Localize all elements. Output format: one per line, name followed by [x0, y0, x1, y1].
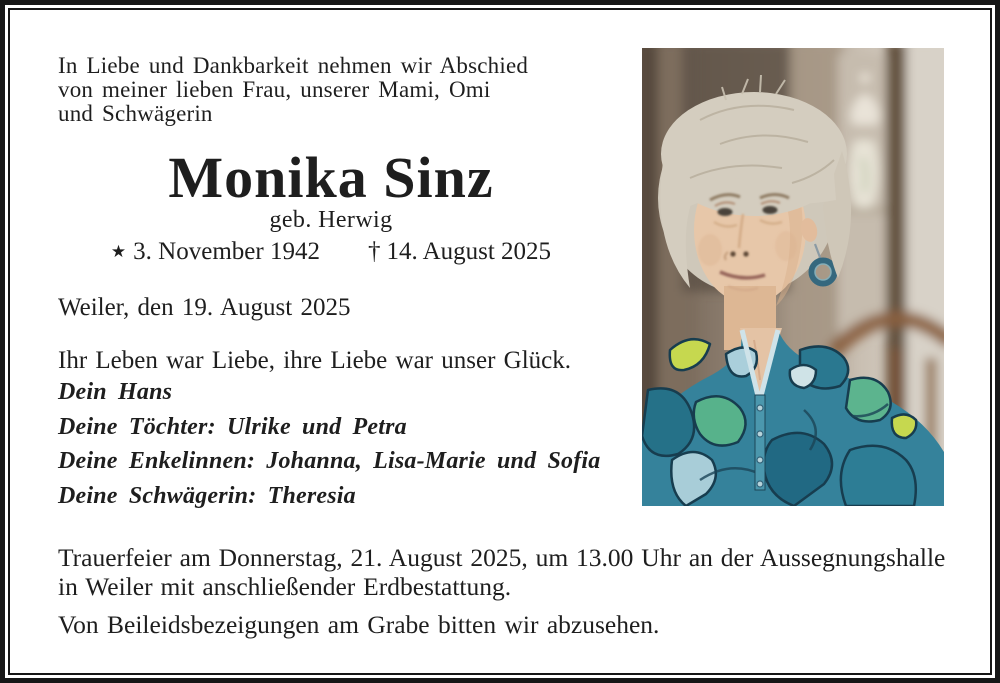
funeral-info	[58, 543, 958, 601]
funeral-info-line-1: Trauerfeier am Donnerstag, 21. August 2025, um 13.00 Uhr an der Aussegnungshalle	[58, 543, 946, 572]
portrait-photo-illustration	[642, 48, 944, 506]
condolence-note: Von Beileidsbezeigungen am Grabe bitten wir abzusehen.	[58, 610, 660, 639]
mourner-line-daughters: Deine Töchter: Ulrike und Petra	[58, 413, 407, 440]
mourners-list	[58, 375, 601, 513]
maiden-name: geb. Herwig	[269, 207, 393, 233]
deceased-name: Monika Sinz	[168, 145, 494, 210]
intro-line-3: und Schwägerin	[58, 101, 213, 127]
place-and-date: Weiler, den 19. August 2025	[58, 294, 351, 321]
intro-text	[58, 54, 618, 127]
death-date-text: 14. August 2025	[386, 238, 552, 265]
portrait-photo	[642, 48, 944, 506]
funeral-info-line-2: in Weiler mit anschließender Erdbestattung.	[58, 572, 512, 601]
intro-line-1: In Liebe und Dankbarkeit nehmen wir Abschied	[58, 53, 529, 78]
death-date	[368, 238, 551, 265]
mourner-line-granddaughters: Deine Enkelinnen: Johanna, Lisa-Marie und Sofia	[58, 448, 601, 474]
mourner-line-husband: Dein Hans	[58, 379, 173, 405]
birth-date-text: 3. November 1942	[133, 238, 320, 265]
birth-star-symbol: ★	[110, 242, 127, 261]
intro-line-2: von meiner lieben Frau, unserer Mami, Omi	[58, 77, 491, 103]
epitaph-line: Ihr Leben war Liebe, ihre Liebe war unser Glück.	[58, 347, 571, 374]
death-cross-symbol: †	[367, 238, 381, 265]
life-dates	[58, 238, 604, 267]
birth-date	[111, 238, 320, 265]
mourner-line-sister-in-law: Deine Schwägerin: Theresia	[58, 482, 356, 509]
